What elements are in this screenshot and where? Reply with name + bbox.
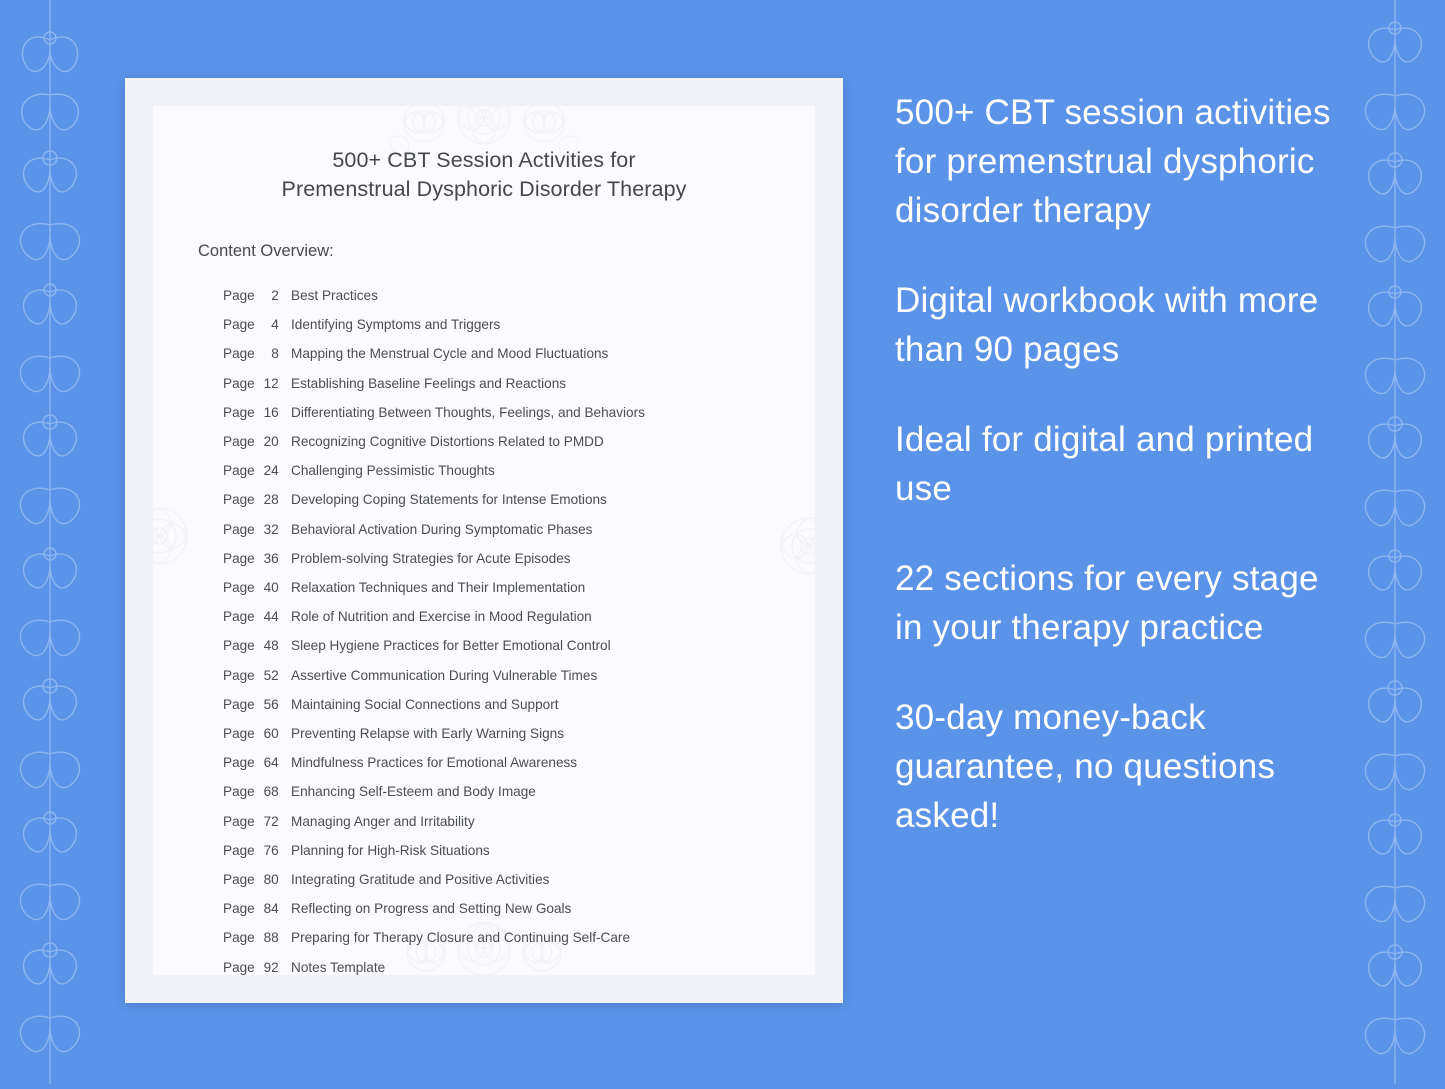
toc-page-number: 64 (263, 755, 279, 771)
toc-entry-page (223, 602, 285, 631)
table-of-contents (153, 281, 815, 975)
toc-entry-page (223, 894, 285, 923)
toc-entry[interactable] (223, 661, 815, 690)
toc-entry-page (223, 515, 285, 544)
toc-entry-title: Recognizing Cognitive Distortions Related to PMDD (291, 434, 604, 450)
toc-entry-page (223, 748, 285, 777)
toc-page-word: Page (223, 434, 255, 450)
toc-page-word: Page (223, 872, 255, 888)
toc-entry[interactable] (223, 690, 815, 719)
toc-page-number: 68 (263, 784, 279, 800)
toc-entry[interactable] (223, 573, 815, 602)
page-title (153, 106, 815, 204)
toc-entry[interactable] (223, 427, 815, 456)
toc-entry-page (223, 661, 285, 690)
toc-page-word: Page (223, 463, 255, 479)
toc-page-number: 16 (263, 404, 279, 420)
toc-page-number: 8 (271, 346, 279, 362)
toc-entry-page (223, 544, 285, 573)
toc-entry-title: Planning for High-Risk Situations (291, 842, 490, 858)
toc-page-word: Page (223, 550, 255, 566)
toc-entry-page (223, 807, 285, 836)
toc-entry-title: Role of Nutrition and Exercise in Mood Regulation (291, 609, 592, 625)
toc-entry[interactable] (223, 953, 815, 975)
toc-page-word: Page (223, 667, 255, 683)
toc-entry-page (223, 953, 285, 975)
toc-entry-page (223, 310, 285, 339)
toc-page-number: 72 (263, 813, 279, 829)
toc-entry[interactable] (223, 544, 815, 573)
toc-entry-title: Mapping the Menstrual Cycle and Mood Fluctuations (291, 346, 609, 362)
toc-page-number: 24 (263, 463, 279, 479)
toc-entry-page (223, 573, 285, 602)
toc-page-word: Page (223, 492, 255, 508)
toc-entry[interactable] (223, 865, 815, 894)
toc-entry-title: Establishing Baseline Feelings and Reactions (291, 375, 567, 391)
toc-entry-title: Relaxation Techniques and Their Implementation (291, 580, 586, 596)
toc-page-number: 4 (271, 317, 279, 333)
toc-page-number: 40 (263, 580, 279, 596)
toc-entry-title: Assertive Communication During Vulnerable Times (291, 667, 598, 683)
toc-entry-title: Integrating Gratitude and Positive Activities (291, 872, 550, 888)
toc-page-word: Page (223, 580, 255, 596)
toc-page-number: 52 (263, 667, 279, 683)
toc-entry-page (223, 427, 285, 456)
toc-entry-page (223, 369, 285, 398)
toc-entry-page (223, 719, 285, 748)
toc-entry-page (223, 398, 285, 427)
toc-entry-title: Reflecting on Progress and Setting New Goals (291, 901, 572, 917)
toc-entry-title: Problem-solving Strategies for Acute Episodes (291, 550, 571, 566)
toc-entry-title: Preparing for Therapy Closure and Continuing Self-Care (291, 930, 631, 946)
toc-entry[interactable] (223, 631, 815, 660)
toc-entry-title: Developing Coping Statements for Intense Emotions (291, 492, 607, 508)
marketing-bullet: 500+ CBT session activities for premenstrual dysphoric disorder therapy (895, 93, 1331, 230)
toc-entry[interactable] (223, 894, 815, 923)
toc-page-number: 92 (263, 959, 279, 975)
toc-page-word: Page (223, 901, 255, 917)
toc-entry-title: Differentiating Between Thoughts, Feelings, and Behaviors (291, 404, 645, 420)
toc-page-number: 36 (263, 550, 279, 566)
toc-page-word: Page (223, 696, 255, 712)
toc-page-number: 76 (263, 842, 279, 858)
marketing-bullets (895, 88, 1335, 840)
toc-entry-page (223, 485, 285, 514)
toc-entry-page (223, 865, 285, 894)
page-title-line-1: 500+ CBT Session Activities for (332, 148, 636, 172)
toc-entry[interactable] (223, 485, 815, 514)
floral-border-left (0, 0, 100, 1084)
toc-page-word: Page (223, 755, 255, 771)
content-overview-label: Content Overview: (198, 242, 334, 260)
toc-entry[interactable] (223, 719, 815, 748)
toc-page-word: Page (223, 842, 255, 858)
toc-entry[interactable] (223, 748, 815, 777)
toc-entry[interactable] (223, 398, 815, 427)
toc-page-word: Page (223, 813, 255, 829)
toc-page-number: 88 (263, 930, 279, 946)
toc-page-number: 44 (263, 609, 279, 625)
toc-page-word: Page (223, 959, 255, 975)
toc-entry[interactable] (223, 310, 815, 339)
toc-entry-page (223, 690, 285, 719)
toc-page-word: Page (223, 288, 255, 303)
toc-entry-title: Enhancing Self-Esteem and Body Image (291, 784, 536, 800)
toc-page-word: Page (223, 726, 255, 742)
toc-entry[interactable] (223, 807, 815, 836)
toc-entry-title: Mindfulness Practices for Emotional Awareness (291, 755, 578, 771)
toc-page-number: 32 (263, 521, 279, 537)
toc-entry[interactable] (223, 602, 815, 631)
toc-entry-title: Behavioral Activation During Symptomatic Phases (291, 521, 593, 537)
toc-entry[interactable] (223, 369, 815, 398)
toc-entry-page (223, 456, 285, 485)
toc-page-number: 12 (263, 375, 279, 391)
toc-entry[interactable] (223, 515, 815, 544)
toc-entry-page (223, 777, 285, 806)
toc-page-word: Page (223, 346, 255, 362)
floral-border-right (1345, 0, 1445, 1084)
toc-page-number: 2 (271, 288, 279, 303)
toc-entry[interactable] (223, 339, 815, 368)
toc-entry-page (223, 923, 285, 952)
marketing-bullet: 22 sections for every stage in your therapy practice (895, 559, 1319, 647)
toc-page-word: Page (223, 930, 255, 946)
toc-page-number: 60 (263, 726, 279, 742)
toc-entry[interactable] (223, 281, 815, 310)
marketing-bullet: Ideal for digital and printed use (895, 420, 1314, 508)
toc-entry-title: Maintaining Social Connections and Support (291, 696, 559, 712)
toc-entry-title: Sleep Hygiene Practices for Better Emotional Control (291, 638, 611, 654)
toc-entry-title: Notes Template (291, 959, 386, 975)
toc-page-word: Page (223, 404, 255, 420)
document-preview (125, 78, 843, 1003)
toc-entry-page (223, 836, 285, 865)
toc-entry[interactable] (223, 923, 815, 952)
toc-page-number: 80 (263, 872, 279, 888)
toc-page-number: 56 (263, 696, 279, 712)
toc-page-number: 84 (263, 901, 279, 917)
toc-entry-title: Managing Anger and Irritability (291, 813, 475, 829)
toc-page-number: 48 (263, 638, 279, 654)
toc-entry-title: Best Practices (291, 288, 378, 303)
toc-entry[interactable] (223, 456, 815, 485)
toc-page-word: Page (223, 784, 255, 800)
marketing-bullet: Digital workbook with more than 90 pages (895, 281, 1319, 369)
toc-page-number: 28 (263, 492, 279, 508)
toc-page-word: Page (223, 375, 255, 391)
page-title-line-2: Premenstrual Dysphoric Disorder Therapy (281, 177, 687, 201)
toc-entry-page (223, 339, 285, 368)
toc-page-word: Page (223, 521, 255, 537)
toc-entry[interactable] (223, 836, 815, 865)
toc-entry-title: Preventing Relapse with Early Warning Signs (291, 726, 565, 742)
toc-entry-page (223, 281, 285, 310)
toc-page-word: Page (223, 609, 255, 625)
toc-page-word: Page (223, 638, 255, 654)
marketing-bullet: 30-day money-back guarantee, no questions asked! (895, 698, 1276, 835)
toc-entry[interactable] (223, 777, 815, 806)
toc-entry-title: Challenging Pessimistic Thoughts (291, 463, 495, 479)
toc-entry-page (223, 631, 285, 660)
toc-entry-title: Identifying Symptoms and Triggers (291, 317, 501, 333)
document-page (153, 106, 815, 975)
toc-page-number: 20 (263, 434, 279, 450)
toc-page-word: Page (223, 317, 255, 333)
